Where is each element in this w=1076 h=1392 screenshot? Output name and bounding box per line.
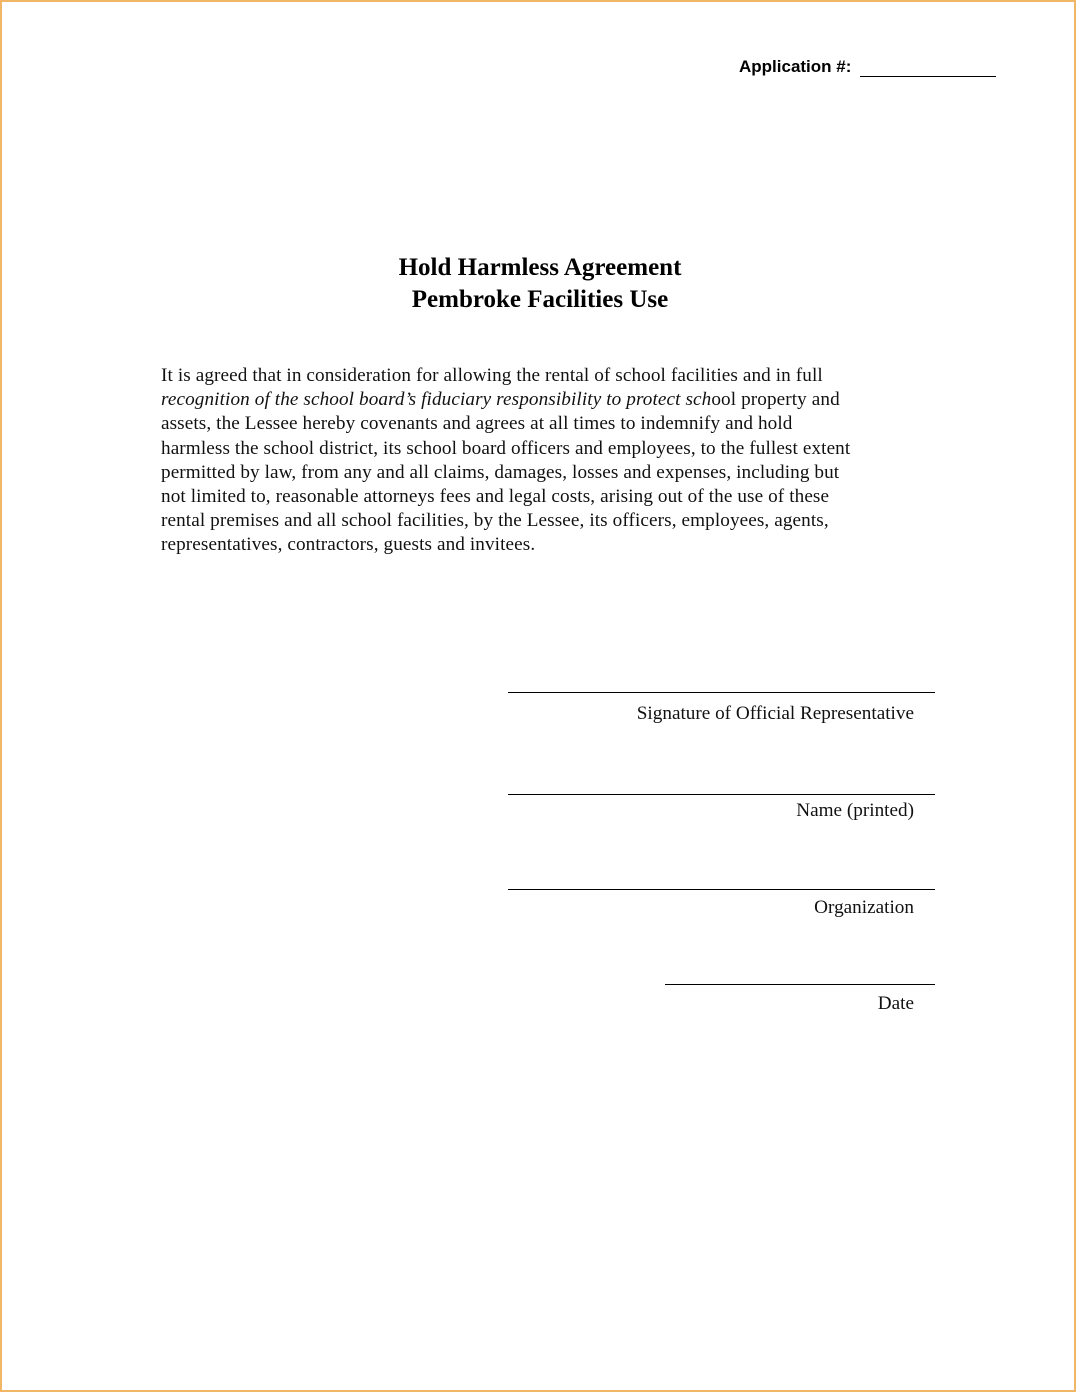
paragraph-italic-text: recognition of the school board’s fiduciary responsibility to protect sch <box>161 389 712 411</box>
organization-line[interactable] <box>508 889 935 890</box>
paragraph-line: harmless the school district, its school board officers and employees, to the fullest extent <box>161 437 851 459</box>
signature-label: Signature of Official Representative <box>636 703 914 724</box>
title-line-1: Hold Harmless Agreement <box>398 254 682 281</box>
application-number-row <box>739 54 996 77</box>
paragraph-line: not limited to, reasonable attorneys fees and legal costs, arising out of the use of these <box>161 486 830 508</box>
organization-label: Organization <box>814 897 914 918</box>
date-label: Date <box>877 993 914 1014</box>
name-printed-line[interactable] <box>508 794 935 795</box>
paragraph-text: ool property and <box>711 389 840 411</box>
application-number-field[interactable] <box>860 54 996 77</box>
name-printed-label: Name (printed) <box>796 800 914 821</box>
document-title <box>2 252 1076 316</box>
paragraph-line: representatives, contractors, guests and invitees. <box>161 534 536 556</box>
agreement-paragraph <box>161 364 921 558</box>
paragraph-line: permitted by law, from any and all claims, damages, losses and expenses, including but <box>161 461 840 483</box>
paragraph-line: rental premises and all school facilities, by the Lessee, its officers, employees, agents, <box>161 510 829 532</box>
date-line[interactable] <box>665 984 935 985</box>
paragraph-line <box>161 388 921 412</box>
application-number-label: Application #: <box>739 57 852 76</box>
title-line-2: Pembroke Facilities Use <box>411 286 669 313</box>
paragraph-line: assets, the Lessee hereby covenants and agrees at all times to indemnify and hold <box>161 413 793 435</box>
signature-line[interactable] <box>508 692 935 693</box>
paragraph-line: It is agreed that in consideration for allowing the rental of school facilities and in full <box>161 365 823 386</box>
